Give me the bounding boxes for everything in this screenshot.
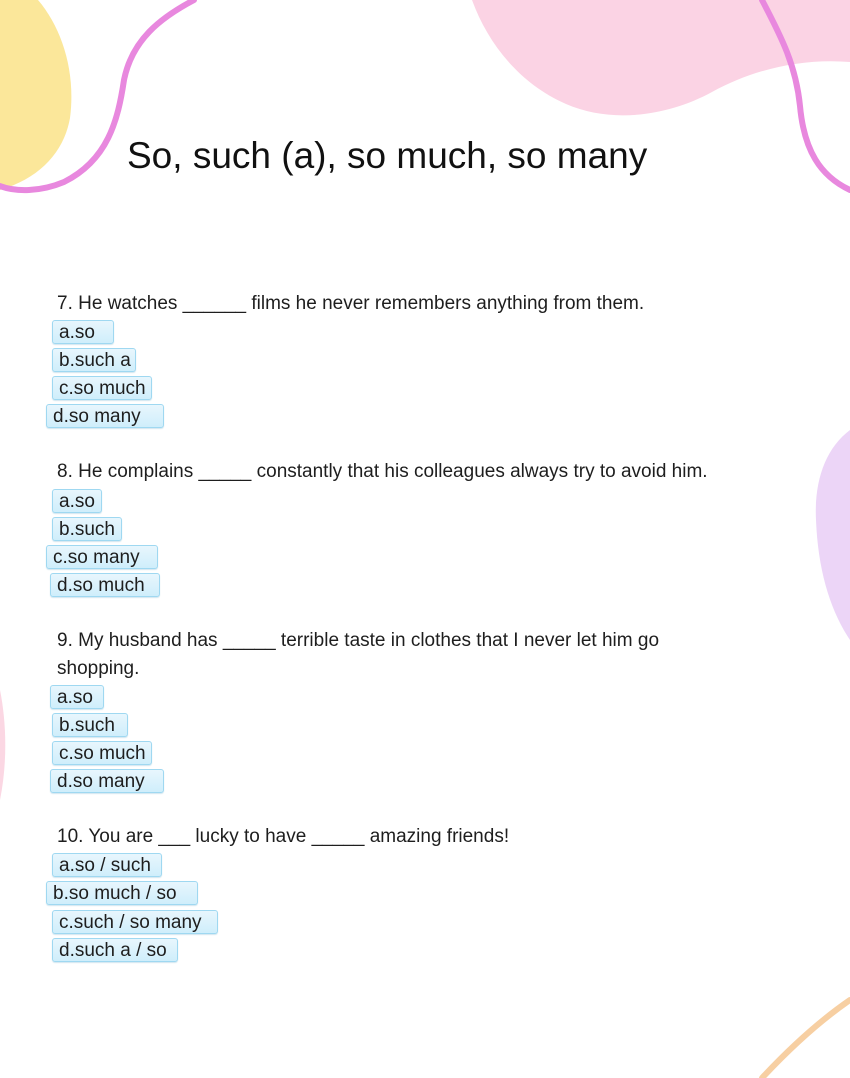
question-10-option-c[interactable]: c.such / so many xyxy=(52,910,218,934)
question-8-option-d[interactable]: d.so much xyxy=(50,573,160,597)
question-10-option-a[interactable]: a.so / such xyxy=(52,853,162,877)
question-9-option-b[interactable]: b.such xyxy=(52,713,128,737)
question-8-option-c[interactable]: c.so many xyxy=(46,545,158,569)
question-9-option-d[interactable]: d.so many xyxy=(50,769,164,793)
question-7-option-d[interactable]: d.so many xyxy=(46,404,164,428)
question-7-option-c[interactable]: c.so much xyxy=(52,376,152,400)
question-10-option-b[interactable]: b.so much / so xyxy=(46,881,198,905)
question-8-option-a[interactable]: a.so xyxy=(52,489,102,513)
question-9-option-a[interactable]: a.so xyxy=(50,685,104,709)
question-8-option-b[interactable]: b.such xyxy=(52,517,122,541)
question-9-text: 9. My husband has _____ terrible taste in clothes that I never let him go shopping. xyxy=(57,630,660,679)
question-7-option-a[interactable]: a.so xyxy=(52,320,114,344)
question-9-option-c[interactable]: c.so much xyxy=(52,741,152,765)
question-10-option-d[interactable]: d.such a / so xyxy=(52,938,178,962)
question-10-text: 10. You are ___ lucky to have _____ amazing friends! xyxy=(57,826,510,847)
question-7-option-b[interactable]: b.such a xyxy=(52,348,136,372)
question-8-text: 8. He complains _____ constantly that his colleagues always try to avoid him. xyxy=(57,461,708,482)
page-title: So, such (a), so much, so many xyxy=(127,135,648,176)
question-7-text: 7. He watches ______ films he never remembers anything from them. xyxy=(57,293,645,314)
